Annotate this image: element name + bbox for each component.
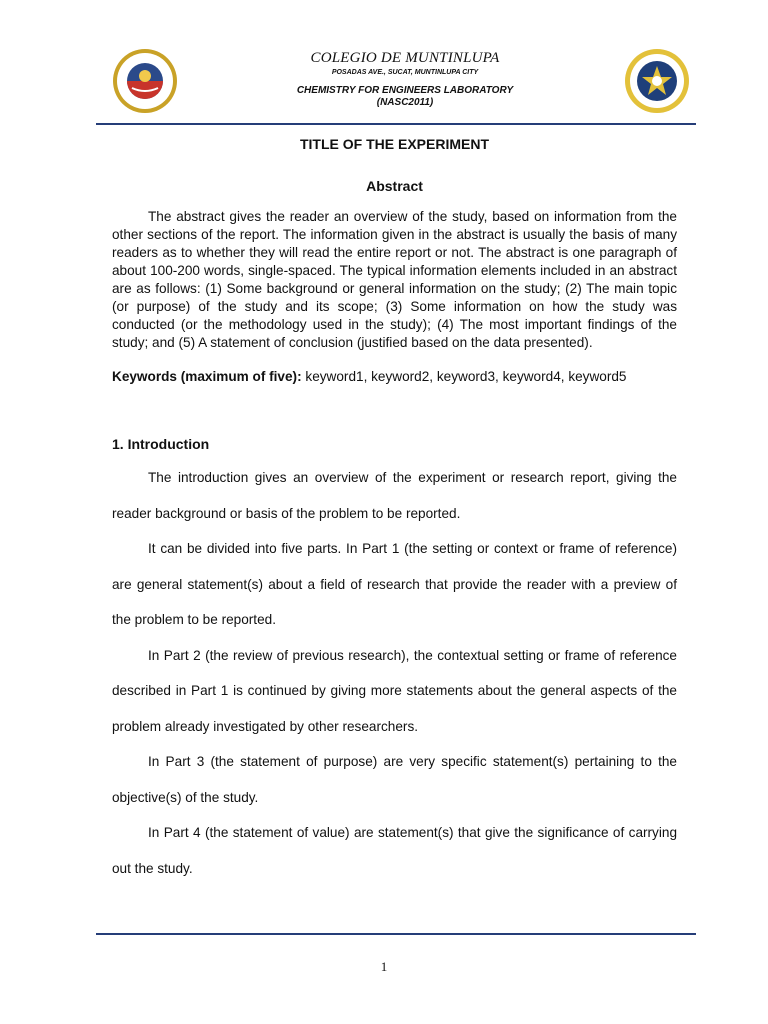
abstract-heading: Abstract bbox=[366, 178, 423, 194]
introduction-heading: 1. Introduction bbox=[112, 436, 210, 452]
introduction-paragraph: It can be divided into five parts. In Part 1 (the setting or context or frame of reference) are general statement(s) about a field of research that provide the reader with a preview of the problem to be reported. bbox=[112, 541, 677, 627]
header-divider bbox=[96, 123, 696, 125]
abstract-paragraph: The abstract gives the reader an overview of the study, based on information from the other sections of the report. The information given in the abstract is usually the basis of many readers as to whether they will read the entire report or not. The abstract is one paragraph of about 100-200 words, single-spaced. The typical information elements included in an abstract are as follows: (1) Some background or general information on the study; (2) The main topic (or purpose) of the study and its scope; (3) Some information on how the study was conducted (or the methodology used in the study); (4) The most important findings of the study; and (5) A statement of conclusion (justified based on the data presented). bbox=[112, 209, 677, 350]
college-name: COLEGIO DE MUNTINLUPA bbox=[310, 50, 500, 66]
college-address: POSADAS AVE., SUCAT, MUNTINLUPA CITY bbox=[331, 69, 479, 76]
document-title: TITLE OF THE EXPERIMENT bbox=[299, 136, 489, 152]
colegio-de-muntinlupa-seal-icon bbox=[624, 48, 690, 114]
document-body bbox=[112, 136, 677, 886]
keywords-label: Keywords (maximum of five): bbox=[112, 369, 302, 384]
introduction-paragraph: In Part 4 (the statement of value) are statement(s) that give the significance of carrying out the study. bbox=[112, 825, 677, 876]
keywords-line bbox=[112, 368, 677, 386]
lab-code: (NASC2011) bbox=[376, 97, 434, 108]
lab-name: CHEMISTRY FOR ENGINEERS LABORATORY bbox=[296, 85, 514, 96]
header-text bbox=[110, 50, 700, 108]
page-number: 1 bbox=[380, 959, 388, 974]
keywords-value: keyword1, keyword2, keyword3, keyword4, keyword5 bbox=[305, 369, 627, 384]
page-header bbox=[110, 44, 700, 124]
introduction-paragraph: The introduction gives an overview of the experiment or research report, giving the reader background or basis of the problem to be reported. bbox=[112, 470, 677, 521]
introduction-paragraph: In Part 3 (the statement of purpose) are very specific statement(s) pertaining to the objective(s) of the study. bbox=[112, 754, 677, 805]
footer-divider bbox=[96, 933, 696, 935]
introduction-paragraph: In Part 2 (the review of previous research), the contextual setting or frame of reference described in Part 1 is continued by giving more statements about the general aspects of the problem already investigated by other researchers. bbox=[112, 647, 677, 734]
